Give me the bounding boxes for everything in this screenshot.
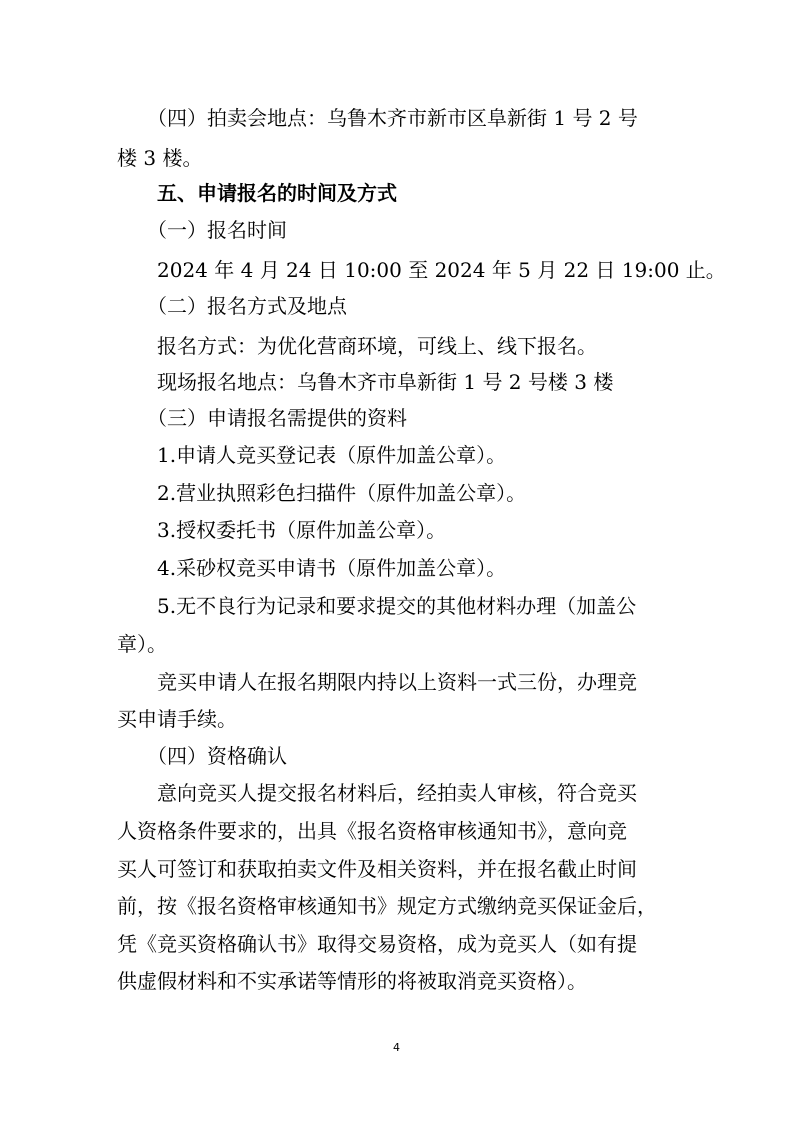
text-line: 意向竞买人提交报名材料后，经拍卖人审核，符合竞买 <box>117 781 637 805</box>
section-heading: 五、申请报名的时间及方式 <box>117 181 397 205</box>
text-line: 2024 年 4 月 24 日 10:00 至 2024 年 5 月 22 日 19:00 止。 <box>117 258 726 282</box>
text-line: 现场报名地点：乌鲁木齐市阜新街 1 号 2 号楼 3 楼 <box>117 370 614 394</box>
text-line: 报名方式：为优化营商环境，可线上、线下报名。 <box>117 334 597 358</box>
list-item: 3.授权委托书（原件加盖公章）。 <box>117 518 447 542</box>
subsection-heading: （四）资格确认 <box>117 744 287 768</box>
text-line: 竞买申请人在报名期限内持以上资料一式三份，办理竞 <box>117 670 637 694</box>
text-line: 买申请手续。 <box>117 707 237 731</box>
text-line: 供虚假材料和不实承诺等情形的将被取消竞买资格）。 <box>117 969 587 993</box>
subsection-heading: （一）报名时间 <box>117 218 287 242</box>
text-line: （四）拍卖会地点：乌鲁木齐市新市区阜新街 1 号 2 号 <box>117 106 638 130</box>
list-item: 5.无不良行为记录和要求提交的其他材料办理（加盖公 <box>117 594 637 618</box>
text-line: 章）。 <box>117 632 167 656</box>
list-item: 4.采砂权竞买申请书（原件加盖公章）。 <box>117 556 507 580</box>
text-line: 人资格条件要求的，出具《报名资格审核通知书》，意向竞 <box>117 819 627 843</box>
list-item: 1.申请人竞买登记表（原件加盖公章）。 <box>117 443 507 467</box>
text-line: 楼 3 楼。 <box>117 146 203 170</box>
subsection-heading: （三）申请报名需提供的资料 <box>117 406 407 430</box>
text-line: 凭《竞买资格确认书》取得交易资格，成为竞买人（如有提 <box>117 932 637 956</box>
list-item: 2.营业执照彩色扫描件（原件加盖公章）。 <box>117 481 527 505</box>
text-line: 前，按《报名资格审核通知书》规定方式缴纳竞买保证金后， <box>117 894 657 918</box>
text-line: 买人可签订和获取拍卖文件及相关资料，并在报名截止时间 <box>117 857 637 881</box>
page-number: 4 <box>393 1041 400 1054</box>
subsection-heading: （二）报名方式及地点 <box>117 294 347 318</box>
